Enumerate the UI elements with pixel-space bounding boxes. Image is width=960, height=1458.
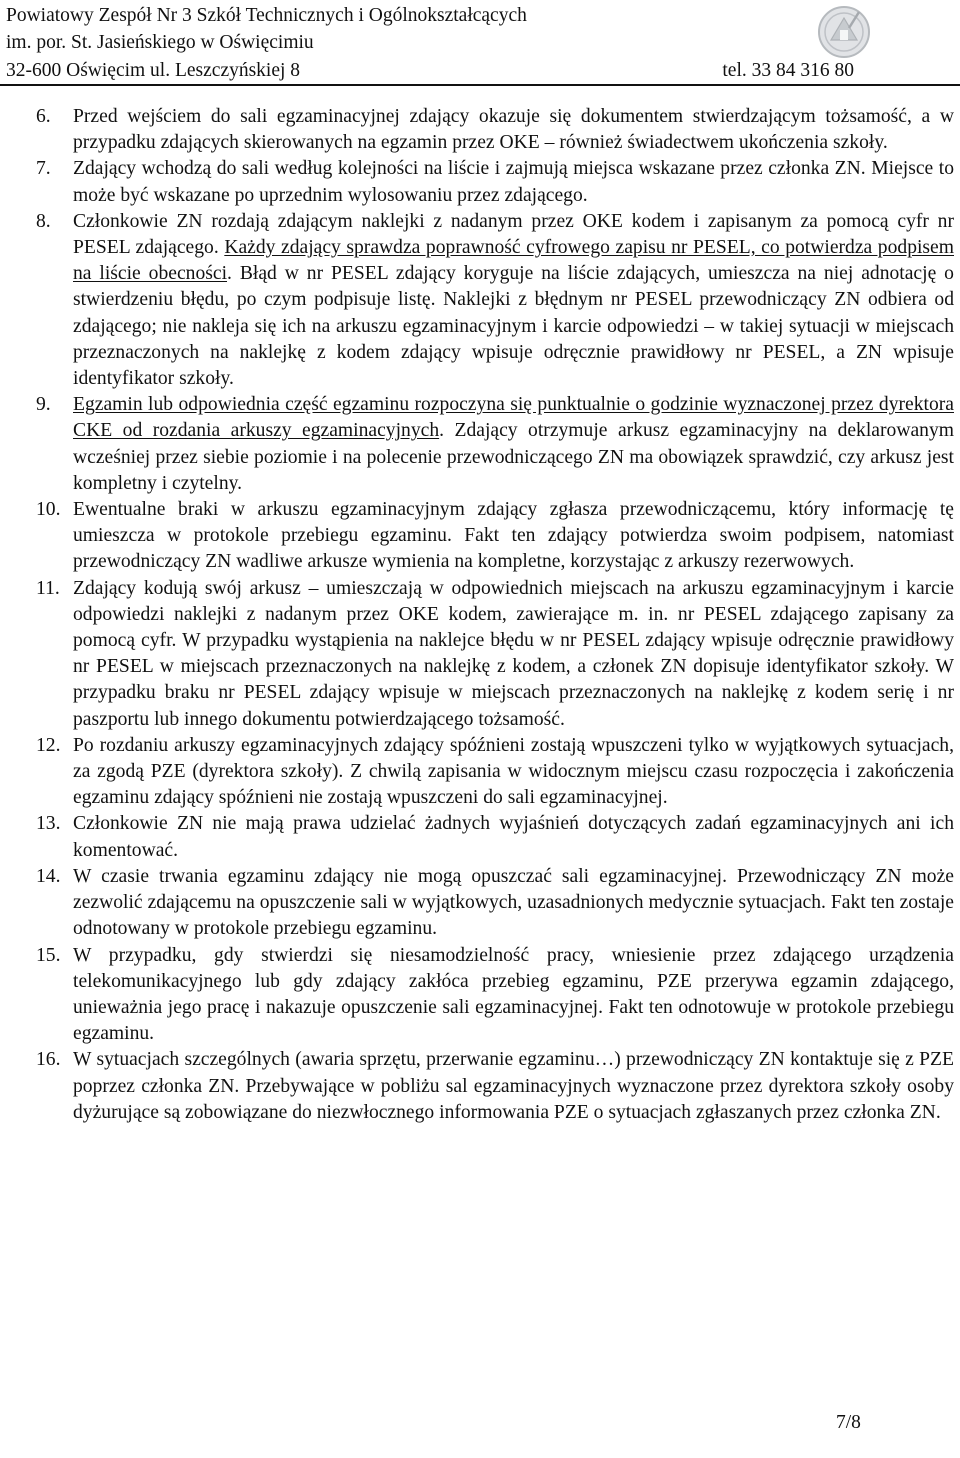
item-number: 15. (36, 944, 61, 966)
item-text (73, 733, 954, 812)
underlined-text: Egzamin lub odpowiednia część egzaminu rozpoczyna się punktualnie o godzinie wyznaczonej przez dyrektora CKE od rozdania arkuszy egzaminacyjnych (73, 394, 954, 442)
item-text (73, 943, 954, 1048)
page-number: 7/8 (836, 1412, 861, 1433)
list-item (0, 392, 960, 497)
list-item (0, 864, 960, 943)
text-segment: . Błąd w nr PESEL zdający koryguje na liście zdających, umieszcza na niej adnotację o stwierdzeniu błędu, po czym podpisuje listę. Naklejki z błędnym nr PESEL przewodniczący ZN odbiera od zdającego; nie nakleja się ich na arkuszu egzaminacyjnym i karcie odpowiedzi – w takiej sytuacji w miejscach przeznaczonych na naklejkę z kodem zdający wpisuje odręcznie prawidłowy nr PESEL, a ZN wpisuje identyfikator szkoły. (73, 263, 954, 390)
item-text (73, 156, 954, 208)
item-number: 7. (36, 158, 51, 180)
list-item (0, 943, 960, 1048)
list-item (0, 104, 960, 156)
text-segment: Zdający wchodzą do sali według kolejności na liście i zajmują miejsca wskazane przez członka ZN. Miejsce to może być wskazane po uprzednim wylosowaniu przez zdającego. (73, 158, 954, 206)
item-number: 11. (36, 577, 60, 599)
text-segment: Członkowie ZN rozdają zdającym naklejki z nadanym przez OKE kodem i zapisanym za pomocą cyfr nr PESEL zdającego. (73, 210, 954, 259)
item-text (73, 209, 954, 392)
item-number: 10. (36, 499, 61, 521)
text-segment: . Zdający otrzymuje arkusz egzaminacyjny na deklarowanym wcześniej przez siebie poziomie i na polecenie przewodniczącego ZN ma obowiązek sprawdzić, czy arkusz jest kompletny i czytelny. (73, 420, 955, 494)
list-item (0, 209, 960, 392)
header-divider (0, 84, 960, 86)
regulations-body (0, 104, 960, 1126)
item-number: 12. (36, 734, 61, 756)
list-item (0, 1047, 960, 1126)
item-text (73, 1047, 954, 1126)
text-segment: Przed wejściem do sali egzaminacyjnej zdający okazuje się dokumentem stwierdzającym tożsamość, a w przypadku zdających skierowanych na egzamin przez OKE – również świadectwem ukończenia szkoły. (73, 106, 954, 154)
item-number: 9. (36, 394, 51, 416)
text-segment: W sytuacjach szczególnych (awaria sprzętu, przerwanie egzaminu…) przewodniczący ZN kontaktuje się z PZE poprzez członka ZN. Przebywające w pobliżu sal egzaminacyjnych wyznaczone przez dyrektora szkoły osoby dyżurujące są zobowiązane do niezwłocznego informowania PZE o sytuacjach zgłaszanych przez członka ZN. (73, 1049, 954, 1123)
item-number: 8. (36, 210, 51, 232)
item-number: 13. (36, 813, 61, 835)
item-text (73, 864, 954, 943)
text-segment: Zdający kodują swój arkusz – umieszczają w odpowiednich miejscach na arkuszu egzaminacyjnym i karcie odpowiedzi naklejki z nadanym przez OKE kodem, zawierające m. in. nr PESEL zdającego zapisany za pomocą cyfr. W przypadku wystąpienia na naklejce błędu w nr PESEL zdający wpisuje odręcznie prawidłowy nr PESEL w miejscach przeznaczonych na naklejkę z kodem, a członek ZN dopisuje identyfikator szkoły. W przypadku braku nr PESEL zdający wpisuje w miejscach przeznaczonych na naklejkę z kodem serię i nr paszportu lub innego dokumentu potwierdzającego tożsamość. (73, 577, 954, 730)
list-item (0, 497, 960, 576)
school-address: 32-600 Oświęcim ul. Leszczyńskiej 8 (6, 60, 301, 81)
item-number: 16. (36, 1049, 61, 1071)
item-text (73, 811, 954, 863)
item-number: 6. (36, 106, 51, 127)
school-phone: tel. 33 84 316 80 (722, 60, 854, 81)
item-text (73, 104, 954, 156)
text-segment: Członkowie ZN nie mają prawa udzielać żadnych wyjaśnień dotyczących zadań egzaminacyjnych ani ich komentować. (73, 813, 954, 861)
item-text (73, 576, 954, 733)
list-item (0, 811, 960, 863)
list-item (0, 156, 960, 208)
text-segment: Po rozdaniu arkuszy egzaminacyjnych zdający spóźnieni zostają wpuszczeni tylko w wyjątkowych sytuacjach, za zgodą PZE (dyrektora szkoły). Z chwilą zapisania w widocznym miejscu czasu rozpoczęcia i zakończenia egzaminu zdający spóźnieni nie zostają wpuszczeni do sali egzaminacyjnej. (73, 734, 954, 809)
list-item (0, 733, 960, 812)
regulations-list (0, 104, 960, 1126)
item-number: 14. (36, 865, 61, 887)
item-text (73, 392, 954, 497)
school-patron: im. por. St. Jasieńskiego w Oświęcimiu (6, 32, 314, 53)
list-item (0, 576, 960, 733)
underlined-text: Każdy zdający sprawdza poprawność cyfrowego zapisu nr PESEL, co potwierdza podpisem na liście obecności (73, 237, 954, 285)
text-segment: W przypadku, gdy stwierdzi się niesamodzielność pracy, wniesienie przez zdającego urządzenia telekomunikacyjnego lub gdy zdający zakłóca przebieg egzaminu, PZE przerywa egzamin zdającego, unieważnia jego pracę i nakazuje opuszczenie sali egzaminacyjnej. Fakt ten odnotowuje w protokole przebiegu egzaminu. (73, 944, 954, 1045)
text-segment: Ewentualne braki w arkuszu egzaminacyjnym zdający zgłasza przewodniczącemu, który informację tę umieszcza w protokole przebiegu egzaminu. Fakt ten zdający potwierdza swoim podpisem, natomiast przewodniczący ZN wadliwe arkusze wymienia na kompletne, korzystając z arkuszy rezerwowych. (73, 499, 954, 573)
school-name: Powiatowy Zespół Nr 3 Szkół Technicznych i Ogólnokształcących (6, 5, 527, 26)
page-header (0, 0, 960, 86)
item-text (73, 497, 954, 576)
school-crest-icon (815, 4, 873, 60)
text-segment: W czasie trwania egzaminu zdający nie mogą opuszczać sali egzaminacyjnej. Przewodniczący ZN może zezwolić zdającemu na opuszczenie sali w wyjątkowych, uzasadnionych medycznie sytuacjach. Fakt ten zostaje odnotowany w protokole przebiegu egzaminu. (73, 865, 954, 940)
